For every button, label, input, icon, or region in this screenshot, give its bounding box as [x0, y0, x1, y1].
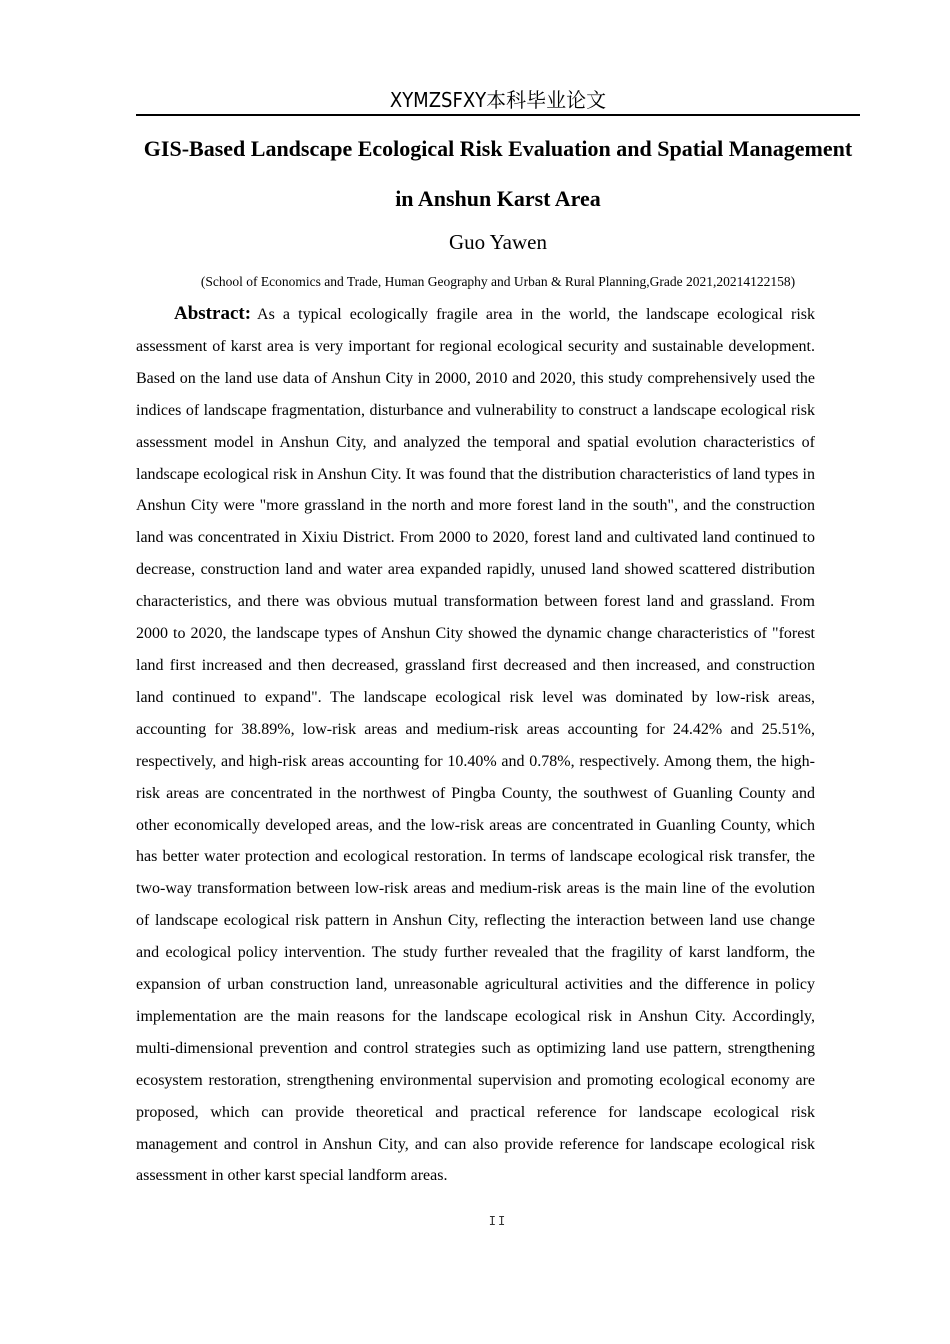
author-affiliation: (School of Economics and Trade, Human Geography and Urban & Rural Planning,Grade 2021,20214122158)	[200, 274, 796, 289]
page-number: II	[488, 1214, 508, 1228]
header-rule	[136, 114, 860, 116]
paper-title: GIS-Based Landscape Ecological Risk Evaluation and Spatial Management in Anshun Karst Area	[143, 136, 853, 211]
author-name: Guo Yawen	[448, 230, 547, 254]
running-header: XYMZSFXY本科毕业论文	[389, 88, 607, 112]
abstract-text: As a typical ecologically fragile area in the world, the landscape ecological risk assessment of karst area is very important for regional ecological security and sustainable development. Based on the land use data of Anshun City in 2000, 2010 and 2020, this study comprehensively used the indices of landscape fragmentation, disturbance and vulnerability to construct a landscape ecological risk assessment model in Anshun City, and analyzed the temporal and spatial evolution characteristics of landscape ecological risk in Anshun City. It was found that the distribution characteristics of land types in Anshun City were "more grassland in the north and more forest land in the south", and the construction land was concentrated in Xixiu District. From 2000 to 2020, forest land and cultivated land continued to decrease, construction land and water area expanded rapidly, unused land showed scattered distribution characteristics, and there was obvious mutual transformation between forest land and grassland. From 2000 to 2020, the landscape types of Anshun City showed the dynamic change characteristics of "forest land first increased and then decreased, grassland first decreased and then increased, and construction land continued to expand". The landscape ecological risk level was dominated by low-risk areas, accounting for 38.89%, low-risk areas and medium-risk areas accounting for 24.42% and 25.51%, respectively, and high-risk areas accounting for 10.40% and 0.78%, respectively. Among them, the high-risk areas are concentrated in the northwest of Pingba County, the southwest of Guanling County and other economically developed areas, and the low-risk areas are concentrated in Guanling County, which has better water protection and ecological restoration. In terms of landscape ecological risk transfer, the two-way transformation between low-risk areas and medium-risk areas is the main line of the evolution of landscape ecological risk pattern in Anshun City, reflecting the interaction between land use change and ecological policy intervention. The study further revealed that the fragility of karst landform, the expansion of urban construction land, unreasonable agricultural activities and the difference in policy implementation are the main reasons for the landscape ecological risk in Anshun City. Accordingly, multi-dimensional prevention and control strategies such as optimizing land use pattern, strengthening ecosystem restoration, strengthening environmental supervision and promoting ecological economy are proposed, which can provide theoretical and practical reference for landscape ecological risk management and control in Anshun City, and can also provide reference for landscape ecological risk assessment in other karst special landform areas.	[136, 306, 815, 1185]
abstract-label: Abstract:	[174, 303, 252, 324]
abstract-paragraph	[136, 298, 815, 1192]
